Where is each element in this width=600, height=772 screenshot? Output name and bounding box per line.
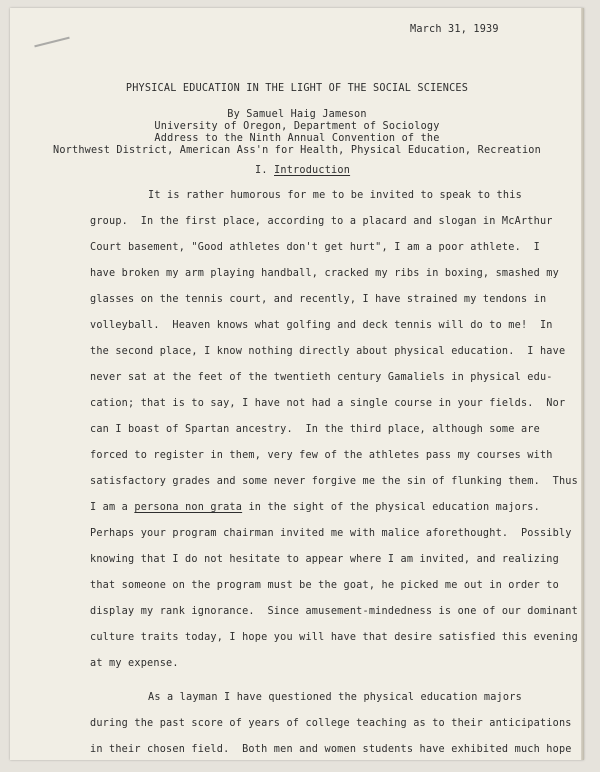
body-line: can I boast of Spartan ancestry. In the third place, although some are xyxy=(90,424,540,435)
document-title: PHYSICAL EDUCATION IN THE LIGHT OF THE SOCIAL SCIENCES xyxy=(125,83,469,94)
pen-mark xyxy=(34,37,69,48)
document-date: March 31, 1939 xyxy=(410,24,499,35)
address-line-1: Address to the Ninth Annual Convention of the xyxy=(154,133,440,144)
body-line-segment: in the sight of the physical education majors. xyxy=(242,502,540,513)
body-line: volleyball. Heaven knows what golfing and deck tennis will do to me! In xyxy=(90,320,553,331)
body-line: knowing that I do not hesitate to appear where I am invited, and realizing xyxy=(90,554,559,565)
body-line: display my rank ignorance. Since amusement-mindedness is one of our dominant xyxy=(90,606,578,617)
body-line: culture traits today, I hope you will have that desire satisfied this evening xyxy=(90,632,578,643)
body-line: the second place, I know nothing directly about physical education. I have xyxy=(90,346,566,357)
latin-phrase: persona non grata xyxy=(134,502,243,513)
body-line: in their chosen field. Both men and women students have exhibited much hope xyxy=(90,744,572,755)
body-line: satisfactory grades and some never forgive me the sin of flunking them. Thus xyxy=(90,476,578,487)
body-line: during the past score of years of college teaching as to their anticipations xyxy=(90,718,572,729)
body-line: group. In the first place, according to a placard and slogan in McArthur xyxy=(90,216,553,227)
body-line: at my expense. xyxy=(90,658,179,669)
body-line: Perhaps your program chairman invited me with malice aforethought. Possibly xyxy=(90,528,572,539)
author-line: By Samuel Haig Jameson xyxy=(227,109,367,120)
body-line: that someone on the program must be the goat, he picked me out in order to xyxy=(90,580,559,591)
section-heading: I. Introduction xyxy=(255,165,351,176)
document-page xyxy=(10,8,584,760)
body-line: have broken my arm playing handball, cracked my ribs in boxing, smashed my xyxy=(90,268,559,279)
body-line xyxy=(90,502,540,514)
body-line: glasses on the tennis court, and recently, I have strained my tendons in xyxy=(90,294,547,305)
body-line: forced to register in them, very few of the athletes pass my courses with xyxy=(90,450,553,461)
body-line-segment: I am a xyxy=(90,502,135,513)
section-heading-text: Introduction xyxy=(274,165,351,176)
body-line: never sat at the feet of the twentieth century Gamaliels in physical edu- xyxy=(90,372,553,383)
affiliation-line: University of Oregon, Department of Sociology xyxy=(154,121,440,132)
body-line: As a layman I have questioned the physical education majors xyxy=(148,692,522,703)
body-line: It is rather humorous for me to be invited to speak to this xyxy=(148,190,522,201)
body-line: Court basement, "Good athletes don't get hurt", I am a poor athlete. I xyxy=(90,242,540,253)
body-line: cation; that is to say, I have not had a single course in your fields. Nor xyxy=(90,398,566,409)
address-line-2: Northwest District, American Ass'n for Health, Physical Education, Recreation xyxy=(53,145,541,156)
